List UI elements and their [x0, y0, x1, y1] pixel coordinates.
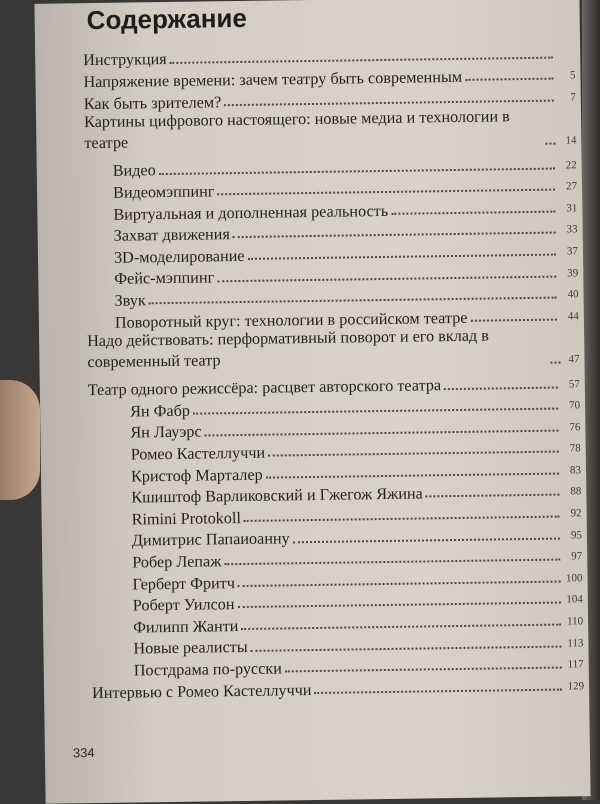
toc-entry-title: Захват движения	[113, 225, 230, 245]
toc-entry-page: 37	[566, 245, 579, 258]
dot-leader	[471, 318, 557, 321]
toc-entry-page: 47	[568, 353, 580, 366]
toc-entry-title: Робер Лепаж	[132, 552, 222, 572]
thumb	[0, 380, 40, 500]
toc-entry-title: Надо действовать: перформативный поворот и его вклад в современный театр	[87, 326, 490, 372]
toc-entry-page: 78	[569, 442, 581, 455]
toc-entry-title: Фейс-мэппинг	[114, 268, 215, 289]
dot-leader	[315, 688, 563, 693]
page-title: Содержание	[86, 2, 248, 36]
dot-leader	[233, 232, 556, 239]
toc-entry-page: 129	[567, 680, 585, 693]
toc-entry-title: Виртуальная и дополненная реальность	[113, 201, 389, 224]
toc-entry-title: Димитрис Папаиоанну	[131, 529, 290, 550]
toc-entry-page: 83	[569, 464, 582, 477]
toc-entry-page: 92	[570, 507, 582, 520]
toc-entry-title: Инструкция	[83, 50, 167, 70]
toc-entry-page: 76	[569, 420, 581, 434]
dot-leader	[550, 361, 560, 363]
toc-entry-page	[557, 60, 575, 62]
dot-leader	[244, 516, 560, 522]
toc-entry-title: Ян Фабр	[130, 401, 191, 421]
table-of-contents	[83, 40, 584, 701]
page-number: 334	[72, 745, 95, 761]
toc-entry	[84, 105, 577, 155]
toc-entry-title: Роберт Уилсон	[132, 595, 235, 615]
toc-entry-title: 3D-моделирование	[113, 246, 245, 267]
toc-entry-page: 7	[570, 91, 576, 104]
toc-entry-title: Филипп Жанти	[133, 616, 239, 637]
toc-entry-title: Rimini Protokoll	[131, 508, 242, 529]
toc-entry-page: 110	[566, 615, 584, 628]
toc-entry-page: 14	[565, 134, 577, 147]
toc-entry-title: Поворотный круг: технологии в российском театре	[114, 308, 468, 332]
toc-entry-title: Новые реалисты	[133, 638, 248, 658]
toc-entry-title: Как быть зрителем?	[83, 92, 222, 113]
toc-entry-title: Напряжение времени: зачем театру быть современным	[83, 67, 463, 92]
toc-entry-title: Картины цифрового настоящего: новые медиа и технологии в театре	[83, 107, 510, 153]
toc-entry-page: 33	[566, 223, 578, 236]
toc-entry-title: Постдрама по-русски	[133, 659, 283, 680]
dot-leader	[251, 645, 562, 651]
dot-leader	[268, 451, 559, 457]
dot-leader	[465, 78, 553, 81]
toc-entry-page: 70	[569, 399, 581, 412]
toc-entry-title: Кристоф Марталер	[130, 465, 263, 486]
dot-leader	[266, 472, 559, 478]
toc-entry-page: 113	[567, 636, 584, 650]
dot-leader	[444, 386, 558, 390]
dot-leader	[241, 624, 561, 630]
toc-entry-page: 44	[567, 309, 579, 323]
toc-entry-title: Ромео Кастеллуччи	[130, 443, 266, 464]
dot-leader	[238, 602, 561, 609]
dot-leader	[293, 537, 560, 543]
book-page	[34, 0, 590, 804]
toc-entry-title: Театр одного режиссёра: расцвет авторского театра	[87, 376, 442, 400]
toc-entry-page: 27	[565, 180, 578, 193]
toc-entry-page: 31	[566, 202, 578, 215]
toc-entry-title: Видеомэппинг	[112, 182, 215, 202]
toc-entry-page: 104	[566, 593, 583, 606]
dot-leader	[426, 494, 560, 498]
toc-entry-page: 57	[568, 377, 580, 390]
toc-entry-page: 100	[565, 572, 583, 585]
toc-entry-title: Интервью с Ромео Кастеллуччи	[91, 680, 312, 702]
toc-entry-page: 22	[565, 158, 577, 172]
dot-leader	[238, 580, 561, 587]
toc-entry	[87, 324, 580, 374]
dot-leader	[224, 99, 554, 106]
dot-leader	[545, 143, 555, 145]
dot-leader	[248, 254, 556, 260]
toc-entry-page: 5	[569, 69, 576, 82]
dot-leader	[285, 667, 562, 673]
dot-leader	[391, 210, 555, 214]
toc-entry-title: Кшиштоф Варликовский и Гжегож Яжина	[131, 484, 423, 507]
toc-entry-title: Герберт Фритч	[132, 573, 236, 594]
toc-entry-title: Видео	[112, 161, 156, 181]
toc-entry-page: 97	[571, 550, 583, 563]
toc-entry-page: 117	[567, 658, 584, 671]
toc-entry-page: 88	[570, 485, 582, 498]
toc-entry-page: 95	[570, 528, 582, 542]
toc-entry-title: Звук	[114, 291, 146, 310]
toc-entry-page: 39	[567, 266, 579, 279]
dot-leader	[224, 559, 560, 566]
toc-entry-title: Ян Лауэрс	[130, 423, 202, 443]
toc-entry-page: 40	[567, 288, 579, 301]
